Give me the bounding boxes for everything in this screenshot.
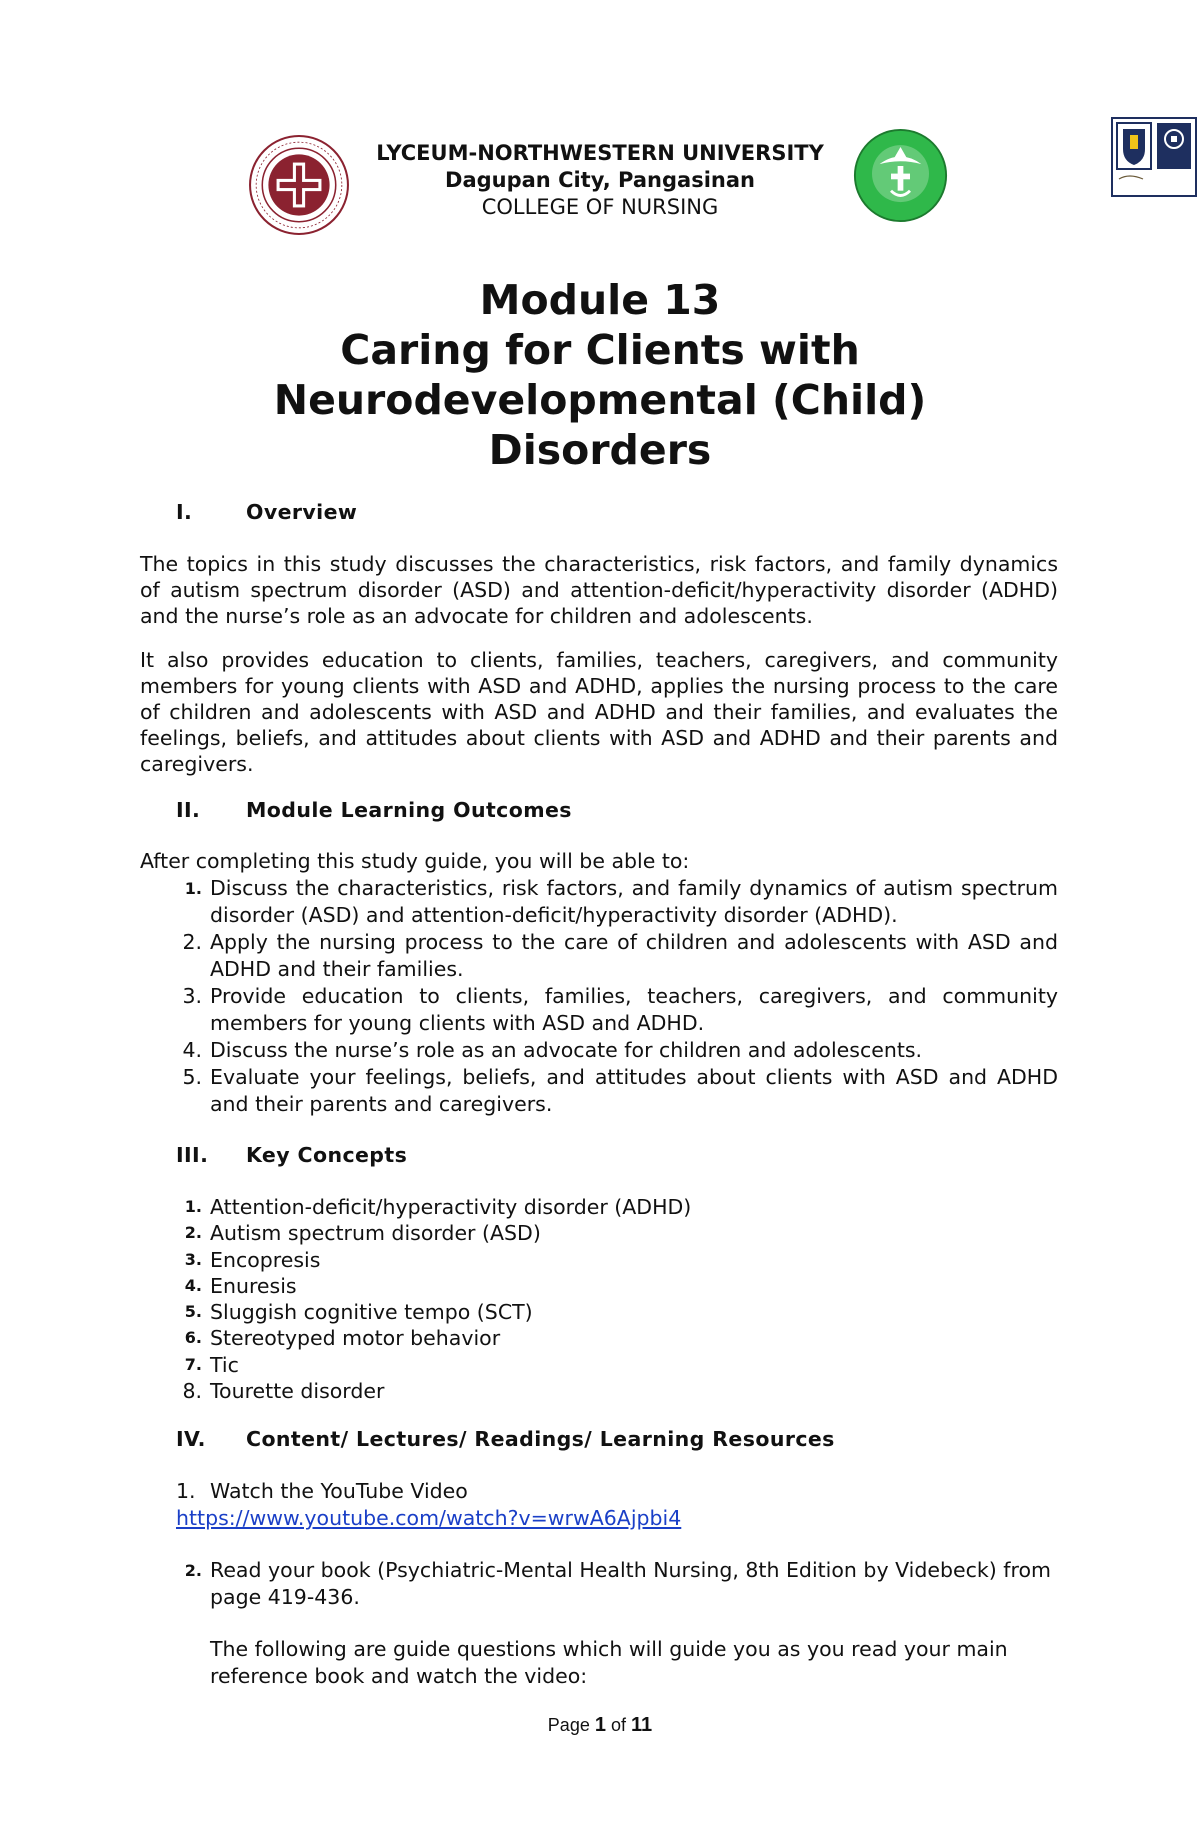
section-label: Content/ Lectures/ Readings/ Learning Resources [246,1427,835,1451]
key-concepts-list [140,1194,1058,1404]
college-name: COLLEGE OF NURSING [481,195,719,219]
page-label: Page [547,1715,590,1735]
overview-paragraph-2: It also provides education to clients, families, teachers, caregivers, and community members for young clients with ASD and ADHD, applies the nursing process to the care of children and adolescents with ASD and ADHD and their families, and evaluates the feelings, beliefs, and attitudes about clients with ASD and ADHD and their parents and caregivers. [140,648,1058,776]
university-name: LYCEUM-NORTHWESTERN UNIVERSITY [376,141,824,165]
of-label: of [611,1715,627,1735]
section-number: IV. [176,1427,206,1451]
section-number: I. [176,500,193,524]
list-item: 1. Attention-deficit/hyperactivity disorder (ADHD) [184,1195,692,1219]
list-item: 7. Tic [184,1352,239,1377]
institution-header [330,140,870,221]
list-item: 1. Discuss the characteristics, risk factors, and family dynamics of autism spectrum disorder (ASD) and attention-deficit/hyperactivity disorder (ADHD). [184,876,1058,927]
youtube-video-link[interactable]: https://www.youtube.com/watch?v=wrwA6Ajpbi4 [176,1506,682,1530]
section-heading-resources [176,1427,835,1451]
outcomes-intro: After completing this study guide, you will be able to: [140,849,690,873]
list-item: 8. Tourette disorder [182,1379,385,1404]
guide-paragraph: The following are guide questions which will guide you as you read your main reference book and watch the video: [210,1637,1008,1688]
university-city: Dagupan City, Pangasinan [445,168,755,192]
title-line-1: Module 13 [479,276,721,324]
list-item: 2. Apply the nursing process to the care of children and adolescents with ASD and ADHD and their families. [182,930,1058,981]
overview-paragraph-1: The topics in this study discusses the characteristics, risk factors, and family dynamics of autism spectrum disorder (ASD) and attention-deficit/hyperactivity disorder (ADHD) and the nurse’s role as an advocate for children and adolescents. [140,552,1058,628]
title-line-3: Neurodevelopmental (Child) [273,376,927,424]
list-item: 2. Read your book (Psychiatric-Mental Health Nursing, 8th Edition by Videbeck) from page 419-436. [184,1558,1051,1609]
module-title [140,275,1060,475]
section-heading-key-concepts [176,1143,407,1167]
section-heading-overview [176,500,357,524]
list-item: 6. Stereotyped motor behavior [184,1326,501,1351]
list-item: 4. Enuresis [184,1273,297,1298]
list-item: 5. Sluggish cognitive tempo (SCT) [184,1300,533,1325]
list-item: 5. Evaluate your feelings, beliefs, and attitudes about clients with ASD and ADHD and their parents and caregivers. [182,1065,1058,1116]
certification-icon [1113,119,1195,195]
iso-certification-badge [1111,117,1197,197]
list-item: 2. Autism spectrum disorder (ASD) [184,1221,541,1246]
total-pages: 11 [631,1714,653,1736]
current-page: 1 [594,1714,606,1736]
list-item: 4. Discuss the nurse’s role as an advocate for children and adolescents. [182,1038,923,1062]
outcomes-list [140,848,1058,1118]
section-label: Key Concepts [246,1143,408,1167]
list-item: 1. Watch the YouTube Video [176,1479,468,1503]
section-heading-outcomes [176,798,572,822]
nursing-seal-icon [853,128,948,223]
list-item: 3. Provide education to clients, families, teachers, caregivers, and community members for young clients with ASD and ADHD. [182,984,1058,1035]
list-item: 3. Encopresis [184,1247,321,1272]
title-line-4: Disorders [488,426,712,474]
section-number: II. [176,798,201,822]
title-line-2: Caring for Clients with [340,326,860,374]
section-label: Module Learning Outcomes [246,798,572,822]
page-footer [0,1714,1200,1737]
resources-list [140,1478,1058,1690]
section-number: III. [176,1143,209,1167]
section-label: Overview [246,500,358,524]
